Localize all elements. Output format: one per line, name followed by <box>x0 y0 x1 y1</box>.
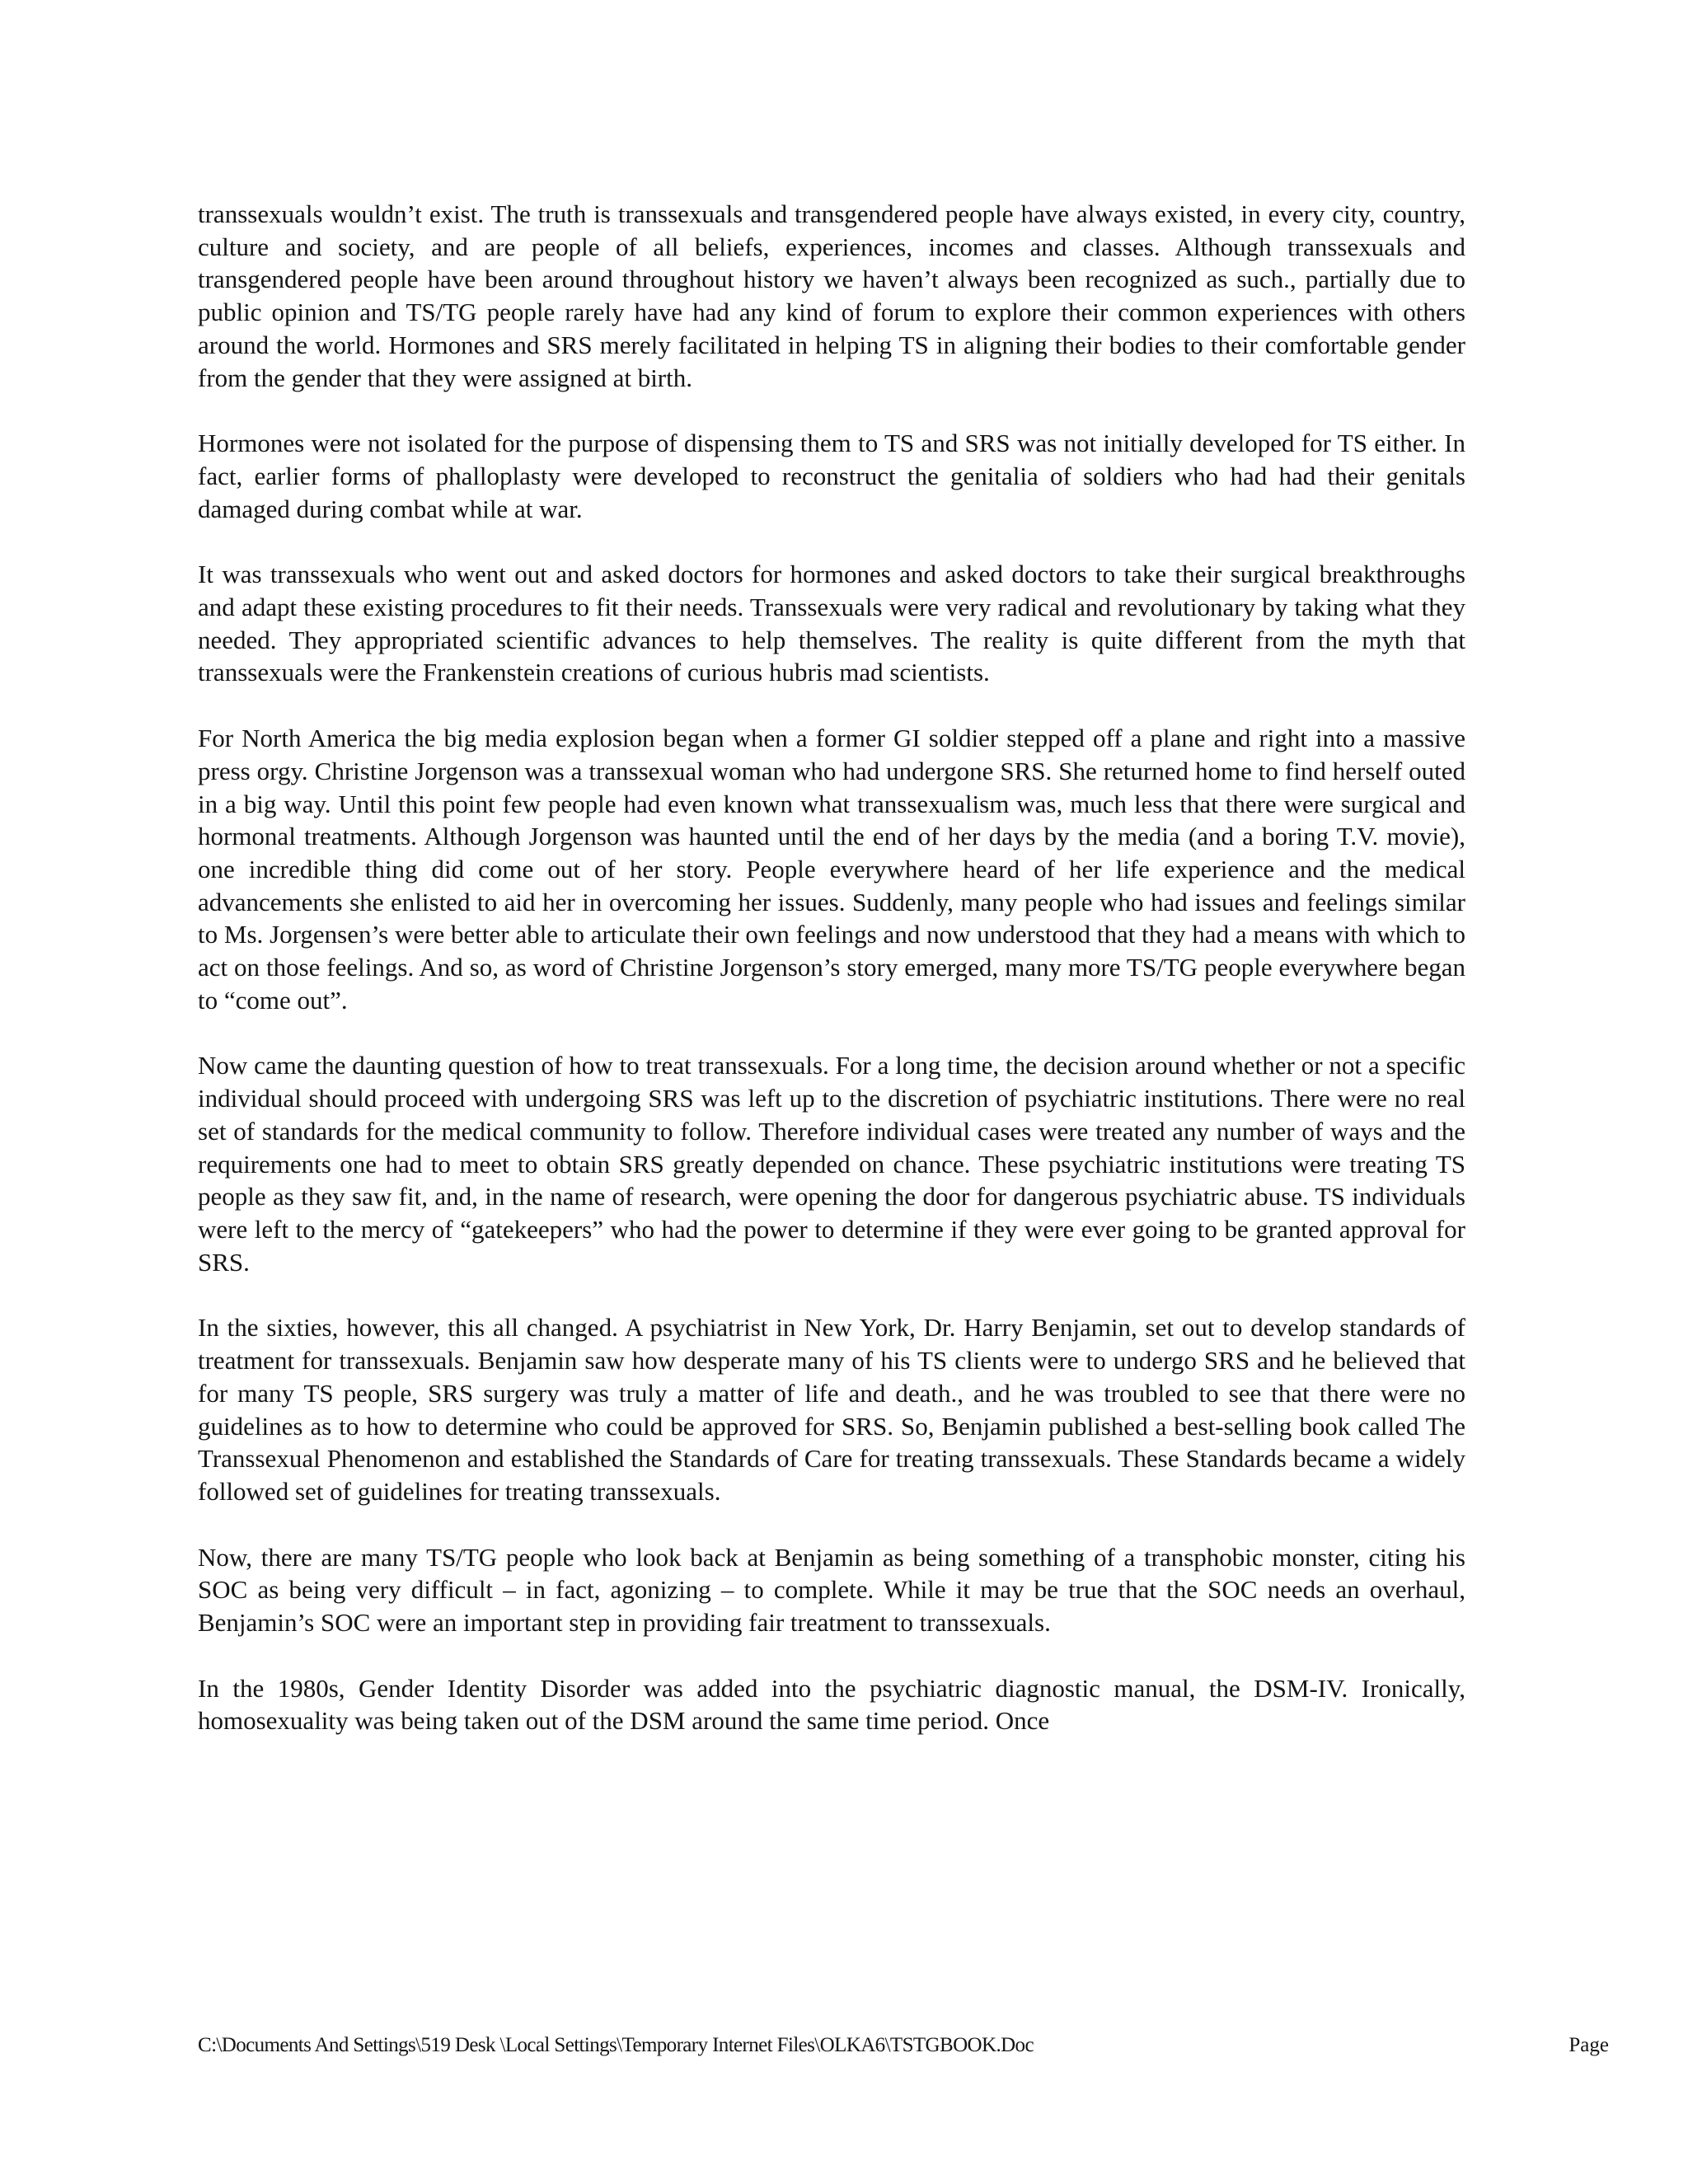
paragraph-5: Now came the daunting question of how to treat transsexuals. For a long time, the decision around whether or not a specific individual should proceed with undergoing SRS was left up to the discretion of psychiatric institutions. There were no real set of standards for the medical community to follow. Therefore individual cases were treated any number of ways and the requirements one had to meet to obtain SRS greatly depended on chance. These psychiatric institutions were treating TS people as they saw fit, and, in the name of research, were opening the door for dangerous psychiatric abuse. TS individuals were left to the mercy of “gatekeepers” who had the power to determine if they were ever going to be granted approval for SRS. <box>198 1051 1465 1277</box>
paragraph-8: In the 1980s, Gender Identity Disorder was added into the psychiatric diagnostic manual, the DSM-IV. Ironically, homosexuality was being taken out of the DSM around the same time period. Once <box>198 1673 1465 1736</box>
paragraph-1: transsexuals wouldn’t exist. The truth is transsexuals and transgendered people have always existed, in every city, country, culture and society, and are people of all beliefs, experiences, incomes and classes. Although transsexuals and transgendered people have been around throughout history we haven’t always been recognized as such., partially due to public opinion and TS/TG people rarely have had any kind of forum to explore their common experiences with others around the world. Hormones and SRS merely facilitated in helping TS in aligning their bodies to their comfortable gender from the gender that they were assigned at birth. <box>198 199 1465 392</box>
paragraph-6: In the sixties, however, this all changed. A psychiatrist in New York, Dr. Harry Benjamin, set out to develop standards of treatment for transsexuals. Benjamin saw how desperate many of his TS clients were to undergo SRS and he believed that for many TS people, SRS surgery was truly a matter of life and death., and he was troubled to see that there were no guidelines as to how to determine who could be approved for SRS. So, Benjamin published a best-selling book called The Transsexual Phenomenon and established the Standards of Care for treating transsexuals. These Standards became a widely followed set of guidelines for treating transsexuals. <box>198 1313 1465 1506</box>
body-text <box>198 198 1465 1770</box>
footer-file-path: C:\Documents And Settings\519 Desk \Local Settings\Temporary Internet Files\OLKA6\TSTGBOOK.Doc <box>198 2034 1034 2056</box>
footer-page-label: Page <box>1568 2034 1609 2056</box>
paragraph-2: Hormones were not isolated for the purpose of dispensing them to TS and SRS was not initially developed for TS either. In fact, earlier forms of phalloplasty were developed to reconstruct the genitalia of soldiers who had had their genitals damaged during combat while at war. <box>198 429 1465 523</box>
paragraph-4: For North America the big media explosion began when a former GI soldier stepped off a plane and right into a massive press orgy. Christine Jorgenson was a transsexual woman who had undergone SRS. She returned home to find herself outed in a big way. Until this point few people had even known what transsexualism was, much less that there were surgical and hormonal treatments. Although Jorgenson was haunted until the end of her days by the media (and a boring T.V. movie), one incredible thing did come out of her story. People everywhere heard of her life experience and the medical advancements she enlisted to aid her in overcoming her issues. Suddenly, many people who had issues and feelings similar to Ms. Jorgensen’s were better able to articulate their own feelings and now understood that they had a means with which to act on those feelings. And so, as word of Christine Jorgenson’s story emerged, many more TS/TG people everywhere began to “come out”. <box>198 724 1465 1015</box>
paragraph-3: It was transsexuals who went out and asked doctors for hormones and asked doctors to take their surgical breakthroughs and adapt these existing procedures to fit their needs. Transsexuals were very radical and revolutionary by taking what they needed. They appropriated scientific advances to help themselves. The reality is quite different from the myth that transsexuals were the Frankenstein creations of curious hubris mad scientists. <box>198 560 1465 687</box>
paragraph-7: Now, there are many TS/TG people who look back at Benjamin as being something of a transphobic monster, citing his SOC as being very difficult – in fact, agonizing – to complete. While it may be true that the SOC needs an overhaul, Benjamin’s SOC were an important step in providing fair treatment to transsexuals. <box>198 1542 1465 1638</box>
